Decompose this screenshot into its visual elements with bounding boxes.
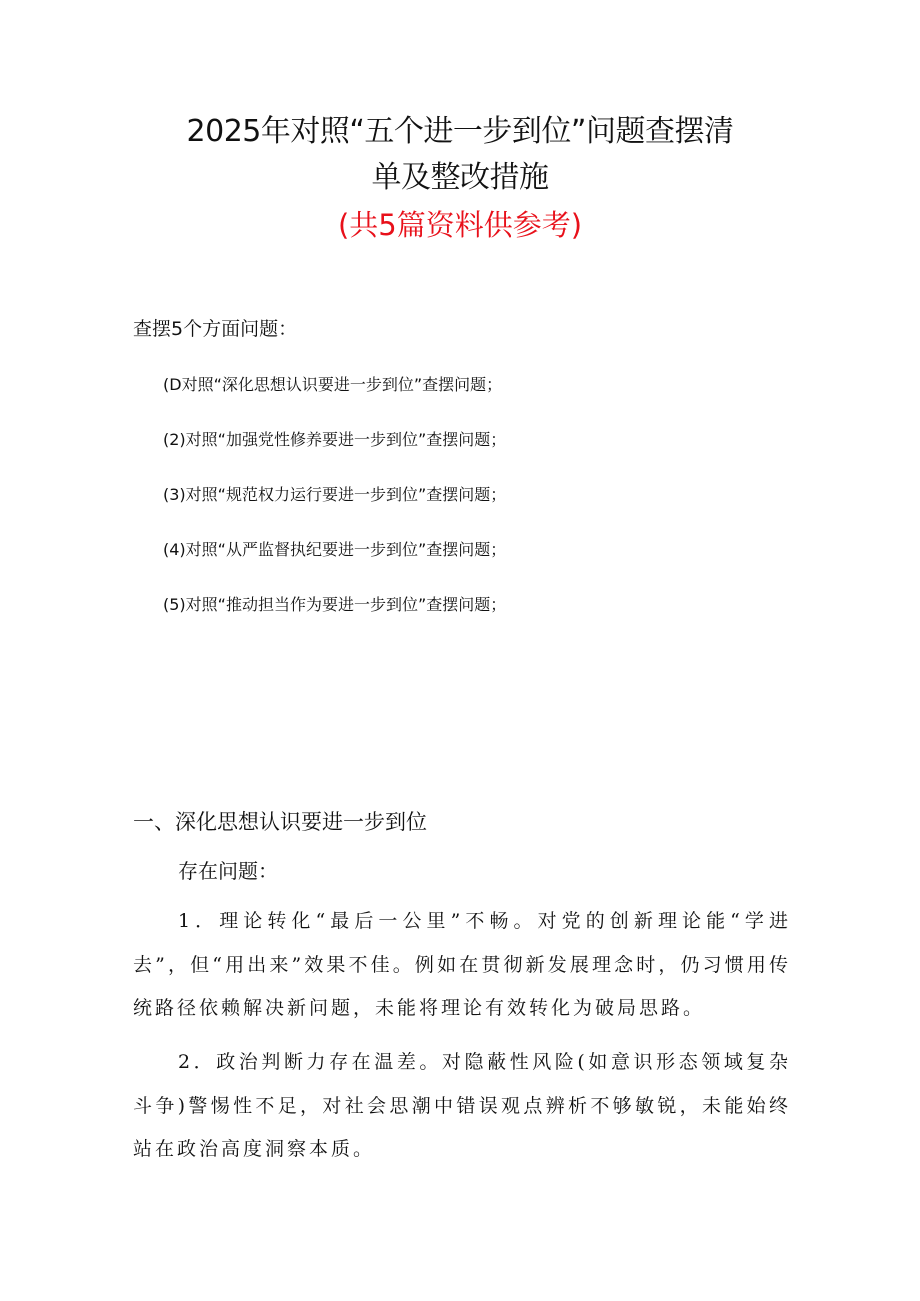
toc-heading: 查摆5个方面问题： [133,318,298,340]
issues-sub-heading: 存在问题： [178,859,278,883]
toc-item: (5)对照“推动担当作为要进一步到位”查摆问题； [163,595,507,614]
toc-item: (D对照“深化思想认识要进一步到位”查摆问题； [163,375,503,394]
issue-paragraph-1: 1．理论转化“最后一公里”不畅。对党的创新理论能“学进去”，但“用出来”效果不佳。例如在贯彻新发展理念时，仍习惯用传统路径依赖解决新问题，未能将理论有效转化为破局思路。 [133,910,791,1019]
section-heading: 一、深化思想认识要进一步到位 [133,810,427,834]
toc-item: (2)对照“加强党性修养要进一步到位”查摆问题； [163,430,507,449]
document-subtitle: (共5篇资料供参考) [337,208,583,242]
toc-item: (4)对照“从严监督执纪要进一步到位”查摆问题； [163,540,507,559]
document-title-line-1: 2025年对照“五个进一步到位”问题查摆清 [186,114,734,149]
issue-paragraph-2: 2．政治判断力存在温差。对隐蔽性风险(如意识形态领域复杂斗争)警惕性不足，对社会思潮中错误观点辨析不够敏锐，未能始终站在政治高度洞察本质。 [133,1051,791,1160]
document-title-line-2: 单及整改措施 [371,160,549,195]
toc-list [163,370,506,645]
toc-item: (3)对照“规范权力运行要进一步到位”查摆问题； [163,485,507,504]
